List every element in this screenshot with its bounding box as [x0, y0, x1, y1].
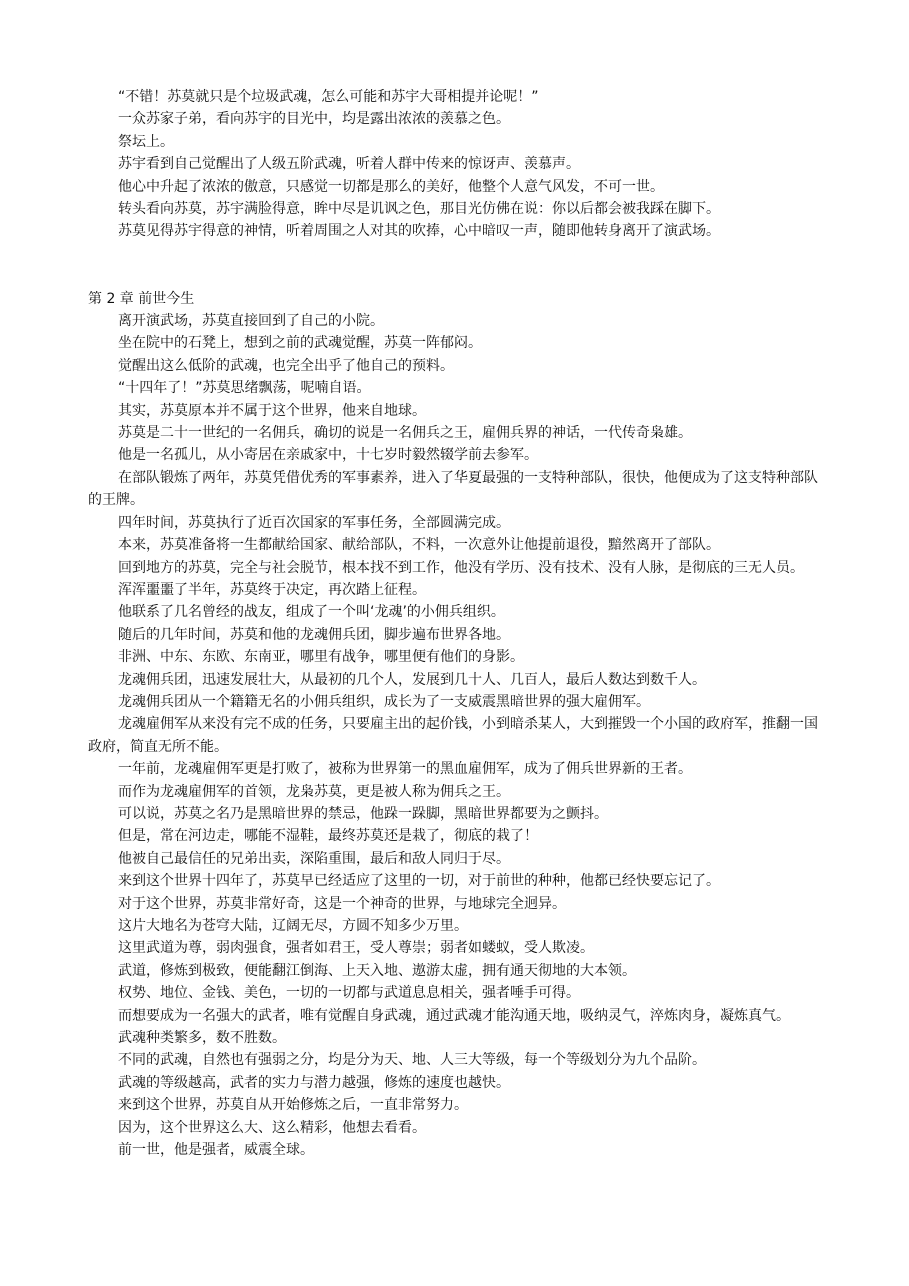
paragraph: 他心中升起了浓浓的傲意，只感觉一切都是那么的美好，他整个人意气风发，不可一世。	[118, 178, 664, 195]
section-previous-chapter-end	[88, 86, 823, 243]
paragraph: 苏莫是二十一世纪的一名佣兵，确切的说是一名佣兵之王，雇佣兵界的神话，一代传奇枭雄。	[118, 425, 692, 442]
paragraph: 一众苏家子弟，看向苏宇的目光中，均是露出浓浓的羡慕之色。	[118, 111, 510, 128]
paragraph: “十四年了！”苏莫思绪飘荡，呢喃自语。	[118, 380, 371, 397]
paragraph: 坐在院中的石凳上，想到之前的武魂觉醒，苏莫一阵郁闷。	[118, 335, 482, 352]
paragraph: 祭坛上。	[118, 133, 174, 150]
paragraph: 武道，修炼到极致，便能翻江倒海、上天入地、遨游太虚，拥有通天彻地的大本领。	[118, 962, 636, 979]
document-page	[88, 86, 823, 1161]
paragraph: “不错！苏莫就只是个垃圾武魂，怎么可能和苏宇大哥相提并论呢！”	[118, 89, 539, 105]
paragraph: 龙魂雇佣军从来没有完不成的任务，只要雇主出的起价钱，小到暗杀某人，大到摧毁一个小国的政府军，推翻一国政府，简直无所不能。	[88, 716, 818, 755]
paragraph: 来到这个世界十四年了，苏莫早已经适应了这里的一切，对于前世的种种，他都已经快要忘记了。	[118, 873, 720, 890]
paragraph: 回到地方的苏莫，完全与社会脱节，根本找不到工作，他没有学历、没有技术、没有人脉，是彻底的三无人员。	[118, 559, 804, 576]
paragraph: 他联系了几名曾经的战友，组成了一个叫‘龙魂’的小佣兵组织。	[118, 604, 505, 621]
paragraph: 龙魂佣兵团，迅速发展壮大，从最初的几个人，发展到几十人、几百人，最后人数达到数千人。	[118, 671, 706, 688]
paragraph: 而想要成为一名强大的武者，唯有觉醒自身武魂，通过武魂才能沟通天地，吸纳灵气，淬炼肉身，凝炼真气。	[118, 1007, 790, 1024]
paragraph: 浑浑噩噩了半年，苏莫终于决定，再次踏上征程。	[118, 581, 426, 598]
paragraph: 但是，常在河边走，哪能不湿鞋，最终苏莫还是栽了，彻底的栽了！	[118, 828, 538, 845]
paragraph: 不同的武魂，自然也有强弱之分，均是分为天、地、人三大等级，每一个等级划分为九个品阶。	[118, 1052, 706, 1069]
paragraph: 非洲、中东、东欧、东南亚，哪里有战争，哪里便有他们的身影。	[118, 649, 524, 666]
paragraph: 本来，苏莫准备将一生都献给国家、献给部队，不料，一次意外让他提前退役，黯然离开了部队。	[118, 537, 720, 554]
paragraph: 他被自己最信任的兄弟出卖，深陷重围，最后和敌人同归于尽。	[118, 850, 510, 867]
paragraph: 前一世，他是强者，威震全球。	[118, 1142, 314, 1159]
paragraph: 离开演武场，苏莫直接回到了自己的小院。	[118, 313, 384, 330]
chapter-body	[88, 310, 823, 1161]
paragraph: 而作为龙魂雇佣军的首领，龙枭苏莫，更是被人称为佣兵之王。	[118, 783, 510, 800]
paragraph: 一年前，龙魂雇佣军更是打败了，被称为世界第一的黑血雇佣军，成为了佣兵世界新的王者。	[118, 761, 692, 778]
paragraph: 来到这个世界，苏莫自从开始修炼之后，一直非常努力。	[118, 1097, 468, 1114]
paragraph: 武魂的等级越高，武者的实力与潜力越强，修炼的速度也越快。	[118, 1074, 510, 1091]
paragraph: 因为，这个世界这么大、这么精彩，他想去看看。	[118, 1119, 426, 1136]
chapter-2	[88, 288, 823, 1162]
paragraph: 其实，苏莫原本并不属于这个世界，他来自地球。	[118, 402, 426, 419]
section-gap	[88, 265, 823, 287]
paragraph: 武魂种类繁多，数不胜数。	[118, 1030, 286, 1047]
paragraph: 他是一名孤儿，从小寄居在亲戚家中，十七岁时毅然辍学前去参军。	[118, 447, 538, 464]
paragraph: 对于这个世界，苏莫非常好奇，这是一个神奇的世界，与地球完全迥异。	[118, 895, 566, 912]
paragraph: 随后的几年时间，苏莫和他的龙魂佣兵团，脚步遍布世界各地。	[118, 626, 510, 643]
paragraph: 这里武道为尊，弱肉强食，强者如君王，受人尊崇；弱者如蝼蚁，受人欺凌。	[118, 940, 594, 957]
section-gap	[88, 243, 823, 265]
paragraph: 龙魂佣兵团从一个籍籍无名的小佣兵组织，成长为了一支威震黑暗世界的强大雇佣军。	[118, 693, 650, 710]
paragraph: 苏宇看到自己觉醒出了人级五阶武魂，听着人群中传来的惊讶声、羡慕声。	[118, 156, 580, 173]
paragraph: 可以说，苏莫之名乃是黑暗世界的禁忌，他跺一跺脚，黑暗世界都要为之颤抖。	[118, 805, 608, 822]
paragraph: 苏莫见得苏宇得意的神情，听着周围之人对其的吹捧，心中暗叹一声，随即他转身离开了演武场。	[118, 223, 720, 240]
paragraph: 转头看向苏莫，苏宇满脸得意，眸中尽是讥讽之色，那目光仿佛在说：你以后都会被我踩在脚下。	[118, 201, 720, 218]
paragraph: 在部队锻炼了两年，苏莫凭借优秀的军事素养，进入了华夏最强的一支特种部队，很快，他便成为了这支特种部队的王牌。	[88, 469, 818, 509]
paragraph: 觉醒出这么低阶的武魂，也完全出乎了他自己的预料。	[118, 357, 454, 374]
paragraph: 权势、地位、金钱、美色，一切的一切都与武道息息相关，强者唾手可得。	[118, 985, 580, 1002]
paragraph: 四年时间，苏莫执行了近百次国家的军事任务，全部圆满完成。	[118, 514, 510, 531]
paragraph: 这片大地名为苍穹大陆，辽阔无尽，方圆不知多少万里。	[118, 918, 468, 934]
chapter-title: 第 2 章 前世今生	[88, 290, 195, 307]
